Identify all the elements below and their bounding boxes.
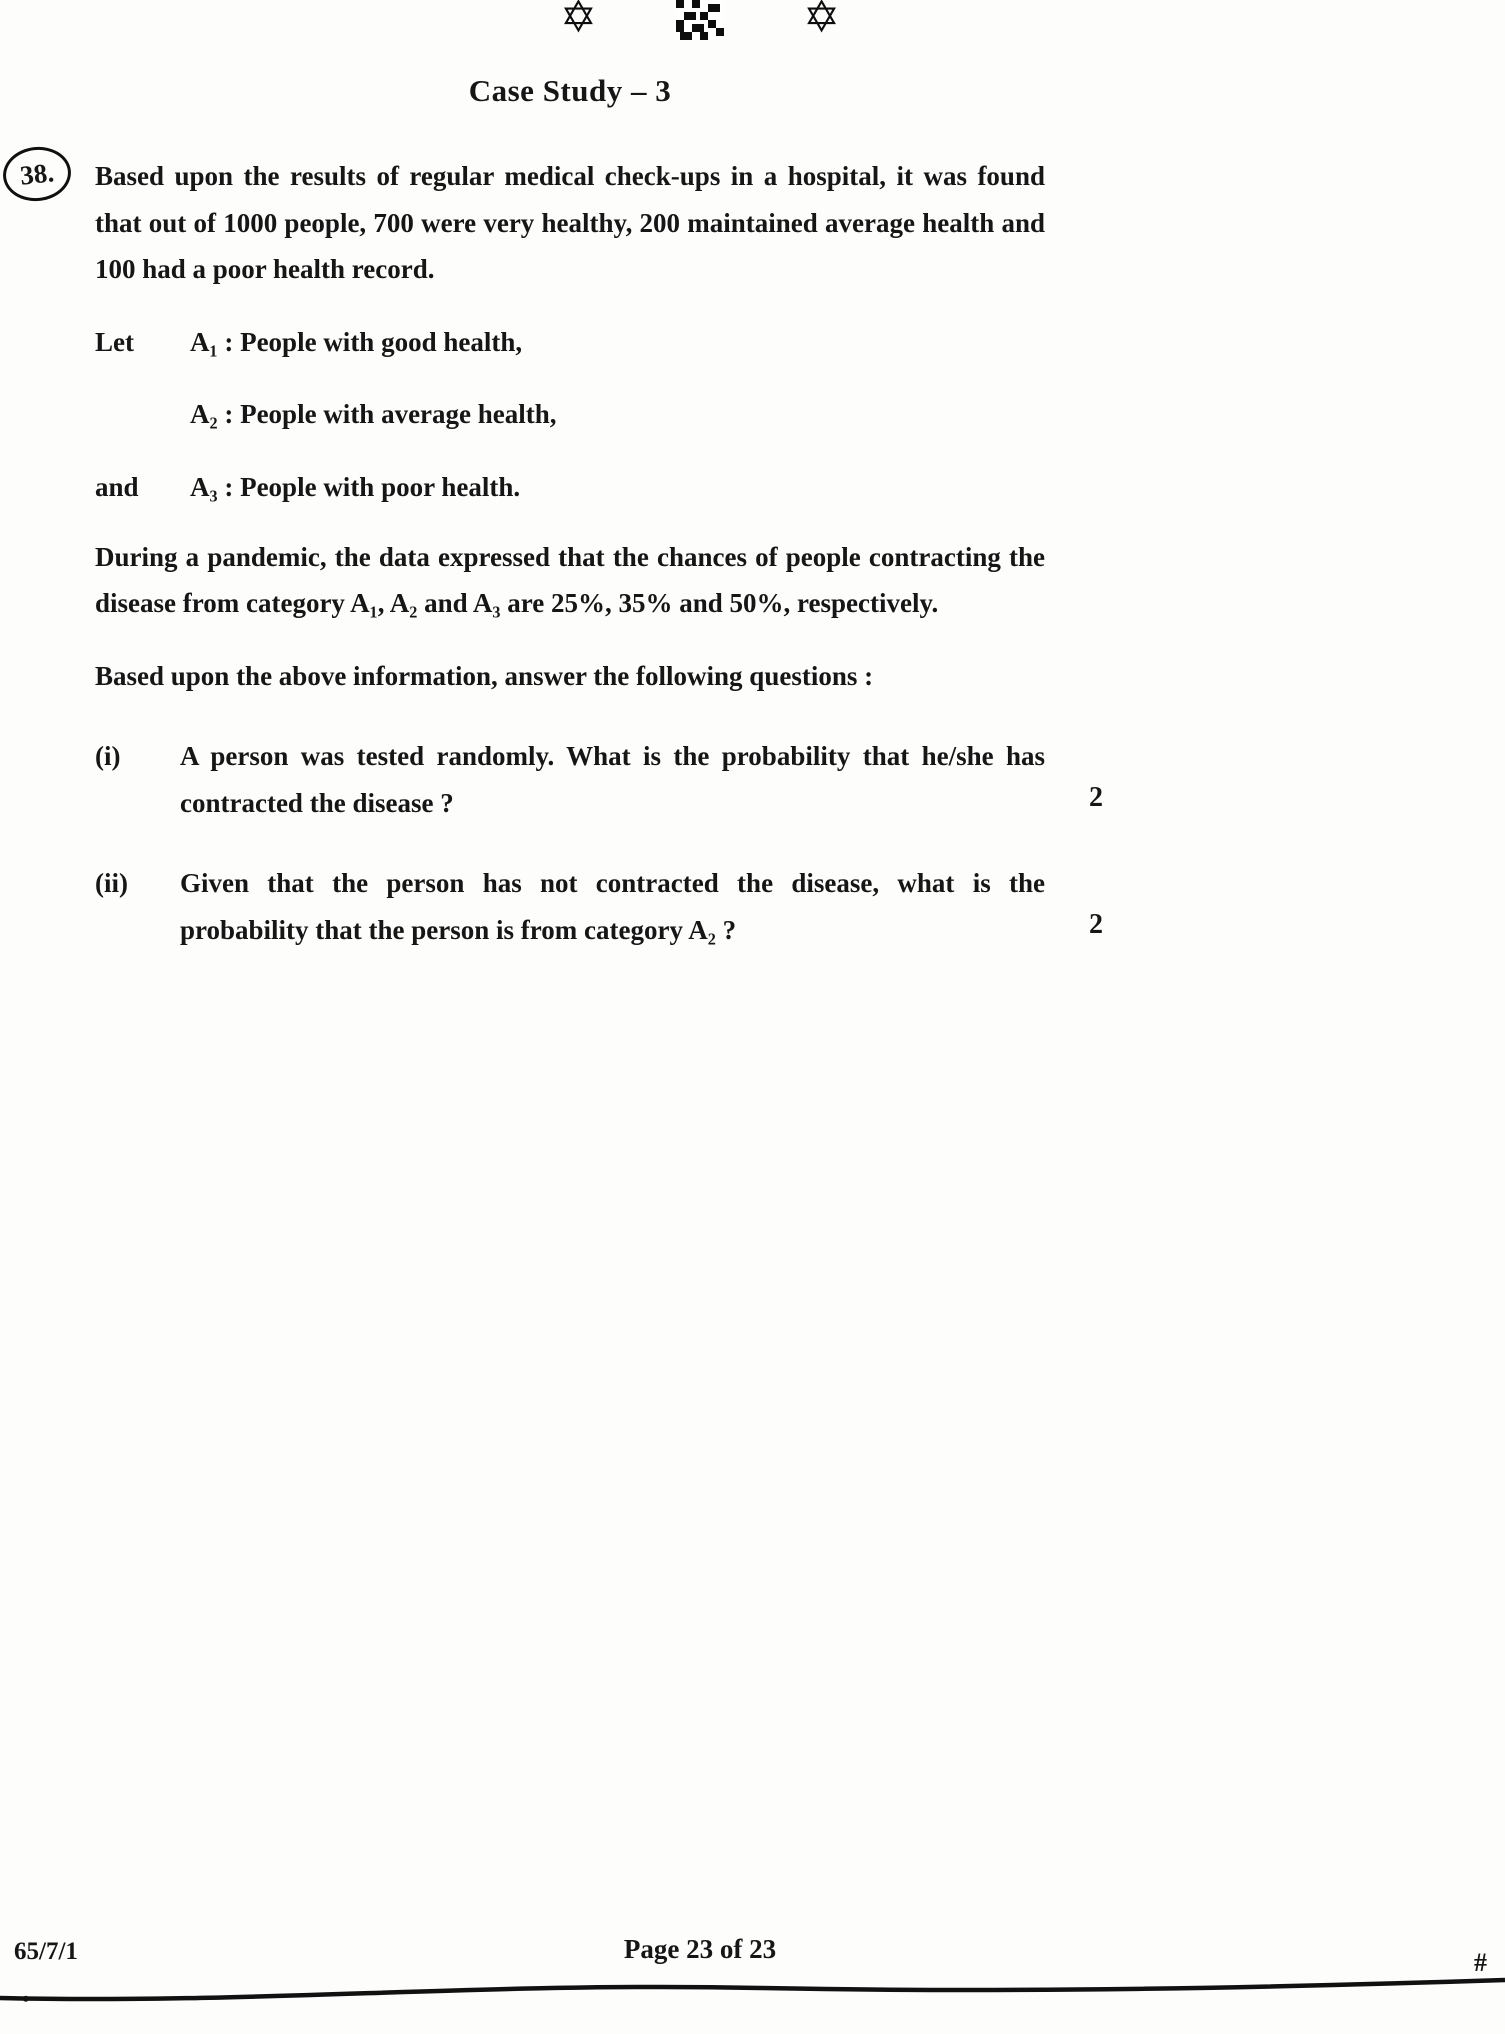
question-intro: Based upon the results of regular medical check-ups in a hospital, it was found that out of 1000 people, 700 were very healthy, 200 maintained average health and 100 had a poor health record. bbox=[95, 161, 1045, 285]
pandemic-paragraph: During a pandemic, the data expressed that the chances of people contracting the disease from category A₁, A₂ and A₃ are 25%, 35% and 50%, respectively. bbox=[95, 541, 1045, 619]
marks-value: 2 bbox=[1089, 908, 1103, 940]
definition-row bbox=[95, 319, 1045, 365]
header-decoration bbox=[560, 0, 840, 44]
case-study-title: Case Study – 3 bbox=[468, 73, 672, 108]
part-text: A person was tested randomly. What is the probability that he/she has contracted the disease ? bbox=[180, 741, 1045, 818]
definition-prefix bbox=[95, 391, 190, 437]
star-icon: ✡ bbox=[803, 0, 840, 43]
hash-mark: # bbox=[1474, 1948, 1487, 1977]
page-body bbox=[18, 64, 1103, 953]
definition-text: A₁ : People with good health, bbox=[190, 326, 523, 357]
definition-text: A₂ : People with average health, bbox=[190, 399, 557, 430]
footer-dot: • bbox=[22, 1986, 30, 2011]
marks-value: 2 bbox=[1089, 781, 1103, 813]
qr-code-icon bbox=[676, 0, 724, 40]
page-number: Page 23 of 23 bbox=[623, 1934, 777, 1964]
prompt-line: Based upon the above information, answer the following questions : bbox=[95, 660, 874, 691]
part-text: Given that the person has not contracted the disease, what is the probability that the person is from category A₂ ? bbox=[180, 868, 1045, 945]
question-part-i bbox=[95, 733, 1103, 826]
definition-row bbox=[95, 391, 1045, 437]
part-label: (ii) bbox=[95, 868, 128, 899]
definition-prefix: and bbox=[95, 471, 139, 502]
definition-prefix: Let bbox=[95, 326, 134, 357]
star-icon: ✡ bbox=[560, 0, 597, 43]
question-part-ii bbox=[95, 860, 1103, 953]
part-label: (i) bbox=[95, 741, 121, 772]
definition-row bbox=[95, 464, 1045, 510]
paper-code: 65/7/1 bbox=[14, 1938, 78, 1965]
footer-rule bbox=[0, 1968, 1505, 2012]
question-number: 38. bbox=[0, 144, 73, 205]
question-38 bbox=[18, 153, 1103, 953]
definition-text: A₃ : People with poor health. bbox=[190, 471, 521, 502]
